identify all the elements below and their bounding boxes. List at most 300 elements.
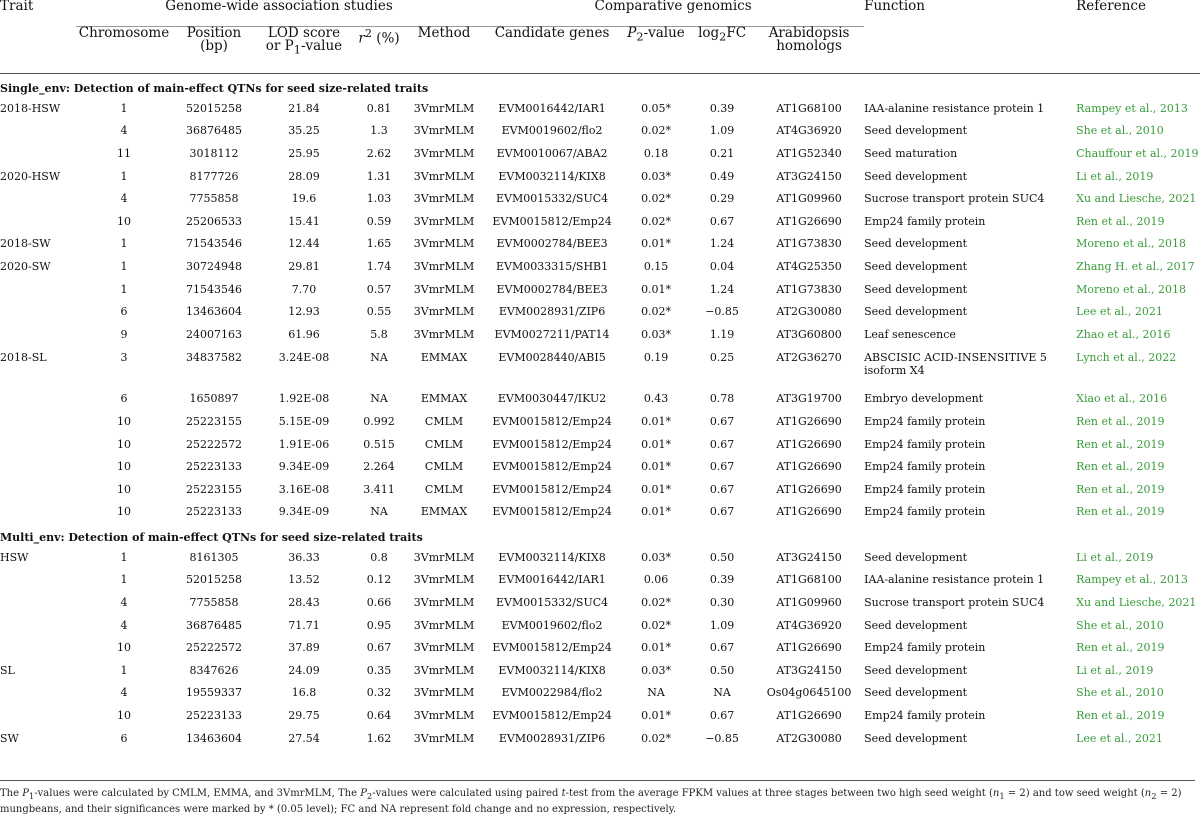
reference-year[interactable]: 2021 (1134, 731, 1163, 745)
lod-cell: 3.24E-08 (278, 350, 330, 364)
method-cell: 3VmrMLM (413, 214, 475, 228)
method-cell: EMMAX (420, 505, 468, 519)
reference-authors[interactable]: Ren et al., (1076, 437, 1137, 451)
trait-cell (0, 704, 76, 727)
function-cell: Seed development (864, 305, 968, 319)
reference-year[interactable]: 2019 (1125, 550, 1154, 564)
lod-cell: 29.75 (288, 709, 320, 723)
candidate-gene-cell: EVM0027211/PAT14 (494, 327, 610, 341)
chromosome-cell: 10 (117, 482, 131, 496)
table-row (0, 478, 1200, 501)
reference-cell[interactable] (1076, 546, 1200, 569)
candidate-gene-cell: EVM0015812/Emp24 (492, 414, 612, 428)
header-log2fc: $\log_2FC$ (698, 25, 747, 44)
trait-cell (0, 142, 76, 165)
method-cell: 3VmrMLM (413, 663, 475, 677)
method-cell: 3VmrMLM (413, 146, 475, 160)
candidate-gene-cell: EVM0015812/Emp24 (492, 505, 612, 519)
homolog-cell: AT2G30080 (776, 305, 842, 319)
reference-cell[interactable] (1076, 323, 1200, 346)
reference-cell[interactable] (1076, 255, 1200, 278)
homolog-cell: Os04g0645100 (766, 686, 852, 700)
method-cell: 3VmrMLM (413, 237, 475, 251)
table-row (0, 501, 1200, 524)
lod-cell: 29.81 (288, 259, 320, 273)
lod-cell: 5.15E-09 (278, 414, 330, 428)
table-row (0, 614, 1200, 637)
chromosome-cell: 1 (120, 573, 128, 587)
reference-year[interactable]: 2019 (1136, 709, 1165, 723)
trait-cell (0, 278, 76, 301)
reference-year[interactable]: 2018 (1157, 237, 1186, 251)
lod-cell: 37.89 (288, 641, 320, 655)
candidate-gene-cell: EVM0016442/IAR1 (498, 101, 606, 115)
trait-cell (0, 433, 76, 456)
table-row (0, 388, 1200, 411)
position-cell: 8161305 (189, 550, 239, 564)
r2-cell: 0.32 (366, 686, 392, 700)
reference-authors[interactable]: Ren et al., (1076, 414, 1137, 428)
reference-cell[interactable] (1076, 300, 1200, 323)
lod-cell: 28.09 (288, 169, 320, 183)
table-row (0, 300, 1200, 323)
log2fc-cell: 0.50 (709, 550, 735, 564)
trait-cell: SW (0, 731, 19, 745)
reference-cell[interactable] (1076, 120, 1200, 143)
function-cell: Seed development (864, 282, 968, 296)
header-lod: LOD score or $P_1$-value (265, 25, 343, 57)
reference-cell[interactable] (1076, 614, 1200, 637)
candidate-gene-cell: EVM0019602/flo2 (501, 618, 603, 632)
table-row (0, 591, 1200, 614)
reference-year[interactable]: 2019 (1125, 169, 1154, 183)
reference-year[interactable]: 2016 (1139, 392, 1168, 406)
method-cell: 3VmrMLM (413, 101, 475, 115)
chromosome-cell: 10 (117, 505, 131, 519)
trait-cell (0, 636, 76, 659)
reference-year[interactable]: 2019 (1125, 663, 1154, 677)
chromosome-cell: 10 (117, 437, 131, 451)
reference-authors[interactable]: Rampey et al., (1076, 573, 1160, 587)
log2fc-cell: 0.29 (709, 192, 735, 206)
trait-cell (0, 614, 76, 637)
reference-cell[interactable] (1076, 410, 1200, 433)
r2-cell: 2.62 (366, 146, 392, 160)
function-cell: IAA-alanine resistance protein 1 (864, 573, 1045, 587)
trait-cell (0, 187, 76, 210)
p2-value-cell: 0.05* (641, 101, 672, 115)
reference-authors[interactable]: Moreno et al., (1076, 237, 1158, 251)
candidate-gene-cell: EVM0015332/SUC4 (495, 192, 609, 206)
function-cell: Emp24 family protein (864, 709, 986, 723)
p2-value-cell: 0.01* (641, 482, 672, 496)
candidate-gene-cell: EVM0015812/Emp24 (492, 709, 612, 723)
homolog-cell: AT4G25350 (776, 259, 842, 273)
reference-year[interactable]: 2016 (1142, 327, 1171, 341)
log2fc-cell: 1.19 (709, 327, 735, 341)
log2fc-cell: 0.67 (709, 709, 735, 723)
trait-cell (0, 569, 76, 592)
method-cell: 3VmrMLM (413, 709, 475, 723)
reference-cell[interactable] (1076, 187, 1200, 210)
r2-cell: 0.8 (370, 550, 388, 564)
reference-authors[interactable]: Lee et al., (1076, 305, 1135, 319)
trait-cell: 2018-HSW (0, 101, 61, 115)
reference-cell[interactable] (1076, 727, 1200, 750)
reference-year[interactable]: 2013 (1159, 101, 1188, 115)
lod-cell: 27.54 (288, 731, 320, 745)
candidate-gene-cell: EVM0032114/KIX8 (498, 169, 606, 183)
reference-authors[interactable]: Zhang H. et al., (1076, 259, 1167, 273)
reference-year[interactable]: 2019 (1136, 437, 1165, 451)
r2-cell: 0.515 (363, 437, 395, 451)
position-cell: 8177726 (189, 169, 239, 183)
p2-value-cell: 0.15 (643, 259, 669, 273)
trait-cell (0, 323, 76, 346)
candidate-gene-cell: EVM0032114/KIX8 (498, 663, 606, 677)
reference-authors[interactable]: Ren et al., (1076, 460, 1137, 474)
reference-cell[interactable] (1076, 165, 1200, 188)
trait-cell: SL (0, 663, 15, 677)
reference-authors[interactable]: Ren et al., (1076, 505, 1137, 519)
p2-value-cell: 0.01* (641, 437, 672, 451)
candidate-gene-cell: EVM0022984/flo2 (501, 686, 603, 700)
header-chromosome: Chromosome (78, 25, 170, 41)
header-method: Method (417, 25, 471, 41)
position-cell: 34837582 (186, 350, 242, 364)
chromosome-cell: 10 (117, 460, 131, 474)
reference-cell[interactable] (1076, 433, 1200, 456)
reference-year[interactable]: 2021 (1168, 596, 1197, 610)
header-row-columns (0, 27, 1200, 74)
r2-cell: NA (370, 505, 388, 519)
reference-year[interactable]: 2010 (1135, 124, 1164, 138)
function-cell: Emp24 family protein (864, 460, 986, 474)
reference-authors[interactable]: Lynch et al., (1076, 350, 1149, 364)
reference-authors[interactable]: Xu and Liesche, (1076, 192, 1169, 206)
homolog-cell: AT1G68100 (776, 573, 842, 587)
table-row (0, 410, 1200, 433)
reference-cell[interactable] (1076, 278, 1200, 301)
chromosome-cell: 11 (117, 146, 131, 160)
chromosome-cell: 6 (120, 392, 128, 406)
method-cell: 3VmrMLM (413, 192, 475, 206)
chromosome-cell: 4 (120, 124, 128, 138)
header-arabidopsis: Arabidopsis homologs (768, 25, 850, 54)
trait-cell (0, 210, 76, 233)
method-cell: 3VmrMLM (413, 731, 475, 745)
candidate-gene-cell: EVM0015332/SUC4 (495, 596, 609, 610)
chromosome-cell: 1 (120, 663, 128, 677)
log2fc-cell: 0.25 (709, 350, 735, 364)
position-cell: 24007163 (186, 327, 242, 341)
position-cell: 3018112 (189, 146, 239, 160)
log2fc-cell: 0.78 (709, 392, 735, 406)
p2-value-cell: 0.02* (641, 214, 672, 228)
p2-value-cell: 0.03* (641, 327, 672, 341)
homolog-cell: AT2G36270 (776, 350, 842, 364)
function-cell: Seed development (864, 237, 968, 251)
reference-year[interactable]: 2019 (1136, 482, 1165, 496)
log2fc-cell: 0.67 (709, 460, 735, 474)
reference-year[interactable]: 2010 (1135, 686, 1164, 700)
log2fc-cell: 1.24 (709, 237, 735, 251)
position-cell: 13463604 (186, 305, 242, 319)
position-cell: 8347626 (189, 663, 239, 677)
table-row (0, 233, 1200, 256)
reference-authors[interactable]: Moreno et al., (1076, 282, 1158, 296)
reference-year[interactable]: 2019 (1136, 414, 1165, 428)
chromosome-cell: 6 (120, 731, 128, 745)
lod-cell: 15.41 (288, 214, 320, 228)
reference-cell[interactable] (1076, 142, 1200, 165)
reference-cell[interactable] (1076, 455, 1200, 478)
p2-value-cell: 0.18 (643, 146, 669, 160)
lod-cell: 21.84 (288, 101, 320, 115)
method-cell: 3VmrMLM (413, 259, 475, 273)
homolog-cell: AT1G26690 (776, 709, 842, 723)
reference-authors[interactable]: Li et al., (1076, 169, 1126, 183)
r2-cell: 0.67 (366, 641, 392, 655)
p2-value-cell: 0.03* (641, 169, 672, 183)
reference-year[interactable]: 2010 (1135, 618, 1164, 632)
r2-cell: 1.62 (366, 731, 392, 745)
reference-cell[interactable] (1076, 591, 1200, 614)
r2-cell: 0.66 (366, 596, 392, 610)
p2-value-cell: NA (647, 686, 665, 700)
p2-value-cell: 0.03* (641, 550, 672, 564)
lod-cell: 36.33 (288, 550, 320, 564)
reference-authors[interactable]: Xiao et al., (1076, 392, 1140, 406)
p2-value-cell: 0.02* (641, 731, 672, 745)
method-cell: CMLM (424, 414, 464, 428)
lod-cell: 1.92E-08 (278, 392, 330, 406)
candidate-gene-cell: EVM0019602/flo2 (501, 124, 603, 138)
reference-cell[interactable] (1076, 233, 1200, 256)
position-cell: 52015258 (186, 573, 242, 587)
reference-cell[interactable] (1076, 682, 1200, 705)
homolog-cell: AT1G73830 (776, 237, 842, 251)
log2fc-cell: 0.04 (709, 259, 735, 273)
log2fc-cell: −0.85 (705, 731, 739, 745)
function-cell: Emp24 family protein (864, 482, 986, 496)
candidate-gene-cell: EVM0002784/BEE3 (496, 282, 608, 296)
reference-year[interactable]: 2019 (1136, 641, 1165, 655)
homolog-cell: AT1G52340 (776, 146, 842, 160)
function-cell: Seed development (864, 124, 968, 138)
candidate-gene-cell: EVM0028931/ZIP6 (498, 731, 606, 745)
lod-cell: 12.93 (288, 305, 320, 319)
table-row (0, 636, 1200, 659)
homolog-cell: AT1G26690 (776, 460, 842, 474)
position-cell: 71543546 (186, 237, 242, 251)
table-row (0, 120, 1200, 143)
chromosome-cell: 6 (120, 305, 128, 319)
position-cell: 13463604 (186, 731, 242, 745)
chromosome-cell: 1 (120, 282, 128, 296)
table-row (0, 346, 1200, 388)
reference-authors[interactable]: Ren et al., (1076, 709, 1137, 723)
header-r2: $r^2$ (%) (358, 27, 400, 47)
table-row (0, 682, 1200, 705)
reference-year[interactable]: 2022 (1148, 350, 1177, 364)
reference-authors[interactable]: Xu and Liesche, (1076, 596, 1169, 610)
reference-year[interactable]: 2021 (1134, 305, 1163, 319)
chromosome-cell: 10 (117, 641, 131, 655)
reference-year[interactable]: 2018 (1157, 282, 1186, 296)
reference-authors[interactable]: Li et al., (1076, 550, 1126, 564)
homolog-cell: AT1G26690 (776, 437, 842, 451)
r2-cell: 0.81 (366, 101, 392, 115)
candidate-gene-cell: EVM0015812/Emp24 (492, 214, 612, 228)
function-cell: Leaf senescence (864, 327, 956, 341)
chromosome-cell: 1 (120, 101, 128, 115)
reference-authors[interactable]: Li et al., (1076, 663, 1126, 677)
chromosome-cell: 10 (117, 214, 131, 228)
method-cell: 3VmrMLM (413, 641, 475, 655)
p2-value-cell: 0.01* (641, 282, 672, 296)
position-cell: 25223133 (186, 505, 242, 519)
log2fc-cell: NA (713, 686, 731, 700)
chromosome-cell: 4 (120, 686, 128, 700)
reference-year[interactable]: 2019 (1136, 214, 1165, 228)
method-cell: CMLM (424, 482, 464, 496)
lod-cell: 16.8 (291, 686, 317, 700)
method-cell: 3VmrMLM (413, 305, 475, 319)
table-row (0, 142, 1200, 165)
log2fc-cell: 0.67 (709, 437, 735, 451)
function-cell: Seed development (864, 169, 968, 183)
reference-year[interactable]: 2019 (1136, 505, 1165, 519)
reference-cell[interactable] (1076, 478, 1200, 501)
reference-cell[interactable] (1076, 659, 1200, 682)
function-cell: Sucrose transport protein SUC4 (864, 192, 1045, 206)
reference-cell[interactable] (1076, 636, 1200, 659)
reference-authors[interactable]: Ren et al., (1076, 214, 1137, 228)
method-cell: 3VmrMLM (413, 618, 475, 632)
reference-year[interactable]: 2017 (1166, 259, 1195, 273)
candidate-gene-cell: EVM0010067/ABA2 (496, 146, 608, 160)
function-cell: Emp24 family protein (864, 641, 986, 655)
reference-cell[interactable] (1076, 501, 1200, 524)
reference-authors[interactable]: She et al., (1076, 124, 1136, 138)
log2fc-cell: 0.39 (709, 573, 735, 587)
reference-authors[interactable]: She et al., (1076, 618, 1136, 632)
chromosome-cell: 9 (120, 327, 128, 341)
chromosome-cell: 1 (120, 169, 128, 183)
log2fc-cell: 1.09 (709, 124, 735, 138)
reference-authors[interactable]: Ren et al., (1076, 482, 1137, 496)
method-cell: EMMAX (420, 350, 468, 364)
homolog-cell: AT1G73830 (776, 282, 842, 296)
reference-year[interactable]: 2019 (1170, 146, 1199, 160)
lod-cell: 13.52 (288, 573, 320, 587)
homolog-cell: AT1G09960 (776, 192, 842, 206)
chromosome-cell: 1 (120, 259, 128, 273)
homolog-cell: AT3G24150 (776, 663, 842, 677)
method-cell: EMMAX (420, 392, 468, 406)
method-cell: 3VmrMLM (413, 573, 475, 587)
trait-cell (0, 300, 76, 323)
position-cell: 71543546 (186, 282, 242, 296)
r2-cell: 0.992 (363, 414, 395, 428)
reference-authors[interactable]: Ren et al., (1076, 641, 1137, 655)
reference-authors[interactable]: Lee et al., (1076, 731, 1135, 745)
homolog-cell: AT1G26690 (776, 482, 842, 496)
p2-value-cell: 0.02* (641, 305, 672, 319)
header-gwas: Genome-wide association studies (76, 0, 482, 27)
reference-cell[interactable] (1076, 388, 1200, 411)
function-cell: IAA-alanine resistance protein 1 (864, 101, 1045, 115)
p2-value-cell: 0.43 (643, 392, 669, 406)
position-cell: 19559337 (186, 686, 242, 700)
header-reference: Reference (1076, 0, 1146, 14)
trait-cell: 2020-HSW (0, 169, 61, 183)
section-header (0, 74, 1200, 98)
position-cell: 7755858 (189, 596, 239, 610)
r2-cell: 1.31 (366, 169, 392, 183)
position-cell: 25223133 (186, 460, 242, 474)
reference-year[interactable]: 2013 (1159, 573, 1188, 587)
p2-value-cell: 0.01* (641, 414, 672, 428)
position-cell: 25222572 (186, 641, 242, 655)
log2fc-cell: 0.67 (709, 214, 735, 228)
homolog-cell: AT4G36920 (776, 618, 842, 632)
reference-authors[interactable]: Chauffour et al., (1076, 146, 1171, 160)
trait-cell (0, 410, 76, 433)
lod-cell: 9.34E-09 (278, 505, 330, 519)
r2-cell: 0.95 (366, 618, 392, 632)
reference-authors[interactable]: Rampey et al., (1076, 101, 1160, 115)
function-cell: Seed maturation (864, 146, 958, 160)
log2fc-cell: 0.67 (709, 482, 735, 496)
trait-cell (0, 388, 76, 411)
reference-cell[interactable] (1076, 97, 1200, 120)
position-cell: 36876485 (186, 618, 242, 632)
chromosome-cell: 1 (120, 237, 128, 251)
reference-cell[interactable] (1076, 569, 1200, 592)
candidate-gene-cell: EVM0028931/ZIP6 (498, 305, 606, 319)
homolog-cell: AT1G26690 (776, 505, 842, 519)
trait-cell: 2018-SW (0, 237, 51, 251)
reference-cell[interactable] (1076, 704, 1200, 727)
p2-value-cell: 0.02* (641, 124, 672, 138)
table-row (0, 210, 1200, 233)
method-cell: 3VmrMLM (413, 327, 475, 341)
function-cell: Seed development (864, 731, 968, 745)
reference-year[interactable]: 2021 (1168, 192, 1197, 206)
log2fc-cell: 0.21 (709, 146, 735, 160)
reference-authors[interactable]: She et al., (1076, 686, 1136, 700)
function-cell: Emp24 family protein (864, 437, 986, 451)
reference-cell[interactable] (1076, 346, 1200, 388)
table-row (0, 569, 1200, 592)
lod-cell: 28.43 (288, 596, 320, 610)
header-function: Function (864, 0, 925, 14)
table-row (0, 255, 1200, 278)
table-row (0, 187, 1200, 210)
log2fc-cell: 0.67 (709, 641, 735, 655)
reference-cell[interactable] (1076, 210, 1200, 233)
chromosome-cell: 10 (117, 709, 131, 723)
reference-authors[interactable]: Zhao et al., (1076, 327, 1143, 341)
candidate-gene-cell: EVM0002784/BEE3 (496, 237, 608, 251)
function-cell: Emp24 family protein (864, 505, 986, 519)
r2-cell: 0.12 (366, 573, 392, 587)
trait-cell: HSW (0, 550, 29, 564)
reference-year[interactable]: 2019 (1136, 460, 1165, 474)
method-cell: 3VmrMLM (413, 686, 475, 700)
